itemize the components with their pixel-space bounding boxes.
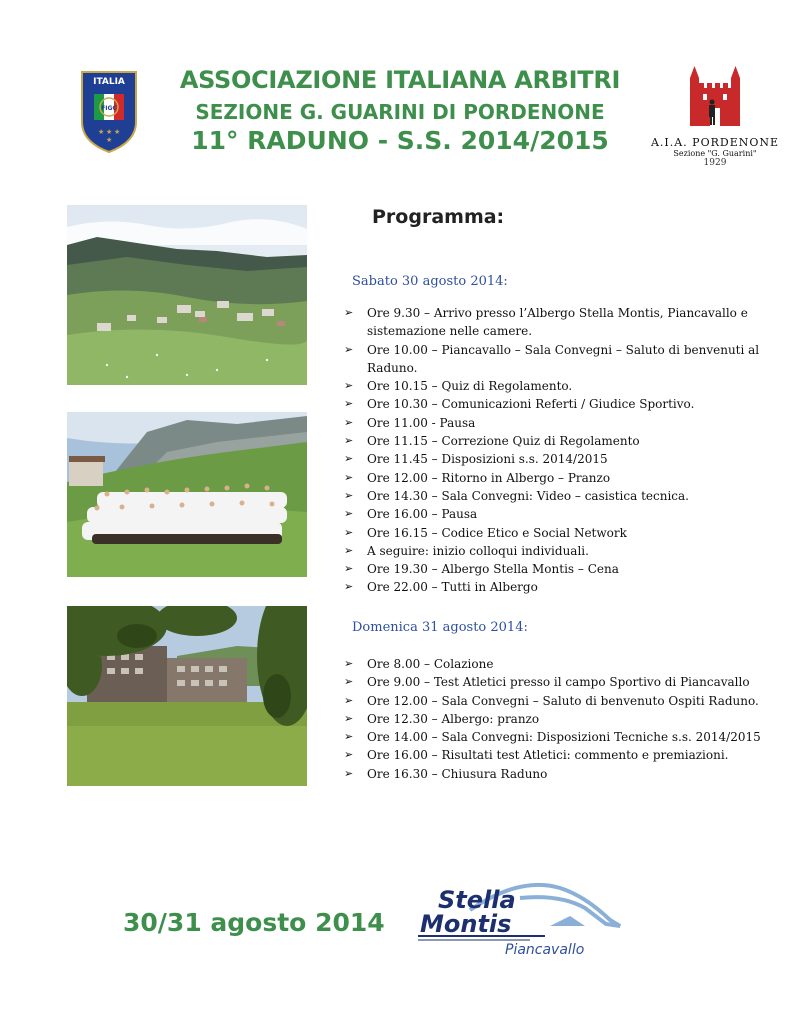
arrow-bullet-icon: ➢ xyxy=(344,342,354,356)
figc-badge-text: FIGC xyxy=(101,105,117,112)
list-item: ➢ Ore 12.00 – Ritorno in Albergo – Pranzo xyxy=(344,469,764,487)
list-item: ➢ Ore 16.00 – Pausa xyxy=(344,505,764,523)
aia-year: 1929 xyxy=(703,158,727,168)
svg-text:★: ★ xyxy=(106,128,113,136)
sunday-schedule xyxy=(344,655,764,783)
arrow-bullet-icon: ➢ xyxy=(344,657,354,670)
aia-subtitle: Sezione "G. Guarini" xyxy=(673,149,757,158)
svg-text:★: ★ xyxy=(106,136,113,144)
list-item: ➢ Ore 9.30 – Arrivo presso l’Albergo Stella Montis, Piancavallo e sistemazione nelle camere. xyxy=(344,306,748,339)
event-date: 30/31 agosto 2014 xyxy=(123,908,385,937)
arrow-bullet-icon: ➢ xyxy=(344,543,354,557)
arrow-bullet-icon: ➢ xyxy=(344,766,354,780)
aia-logo xyxy=(650,64,780,168)
list-item: ➢ Ore 16.00 – Risultati test Atletici: commento e premiazioni. xyxy=(344,746,764,764)
header-line-3: 11° RADUNO - S.S. 2014/2015 xyxy=(191,126,609,155)
saturday-schedule xyxy=(344,304,764,597)
arrow-bullet-icon: ➢ xyxy=(344,562,354,576)
list-item: ➢ Ore 14.00 – Sala Convegni: Disposizioni Tecniche s.s. 2014/2015 xyxy=(344,728,764,746)
castle-icon xyxy=(650,64,780,130)
group-photo xyxy=(67,412,307,577)
figc-top-text: ITALIA xyxy=(93,77,125,87)
arrow-bullet-icon: ➢ xyxy=(344,525,354,539)
arrow-bullet-icon: ➢ xyxy=(344,397,354,411)
arrow-bullet-icon: ➢ xyxy=(344,748,354,762)
arrow-bullet-icon: ➢ xyxy=(344,470,354,484)
list-item: ➢ Ore 9.00 – Test Atletici presso il campo Sportivo di Piancavallo xyxy=(344,673,764,691)
aia-name: A.I.A. PORDENONE xyxy=(650,136,780,149)
figc-shield-icon xyxy=(80,70,138,154)
list-item: ➢ Ore 12.30 – Albergo: pranzo xyxy=(344,710,764,728)
arrow-bullet-icon: ➢ xyxy=(344,693,354,707)
arrow-bullet-icon: ➢ xyxy=(344,488,354,502)
day-heading-saturday: Sabato 30 agosto 2014: xyxy=(352,274,508,289)
list-item: ➢ Ore 11.45 – Disposizioni s.s. 2014/2015 xyxy=(344,450,764,468)
montis-text: Montis xyxy=(420,910,512,938)
list-item: ➢ Ore 10.15 – Quiz di Regolamento. xyxy=(344,377,764,395)
list-item: ➢ Ore 19.30 – Albergo Stella Montis – Cena xyxy=(344,560,764,578)
arrow-bullet-icon: ➢ xyxy=(344,711,354,725)
stella-montis-logo xyxy=(410,880,640,960)
arrow-bullet-icon: ➢ xyxy=(344,434,354,448)
list-item: ➢ Ore 16.30 – Chiusura Raduno xyxy=(344,765,764,783)
mountain-village-photo xyxy=(67,205,307,385)
arrow-bullet-icon: ➢ xyxy=(344,306,354,319)
list-item: ➢ Ore 16.15 – Codice Etico e Social Network xyxy=(344,524,764,542)
svg-text:★: ★ xyxy=(98,128,105,136)
arrow-bullet-icon: ➢ xyxy=(344,452,354,466)
header-line-2: SEZIONE G. GUARINI DI PORDENONE xyxy=(195,100,605,124)
day-heading-sunday: Domenica 31 agosto 2014: xyxy=(352,620,528,635)
svg-text:★: ★ xyxy=(114,128,121,136)
program-title: Programma: xyxy=(372,206,505,228)
arrow-bullet-icon: ➢ xyxy=(344,415,354,429)
arrow-bullet-icon: ➢ xyxy=(344,507,354,521)
list-item: ➢ A seguire: inizio colloqui individuali. xyxy=(344,542,764,560)
list-item: ➢ Ore 11.00 - Pausa xyxy=(344,414,764,432)
arrow-bullet-icon: ➢ xyxy=(344,730,354,744)
header-line-1: ASSOCIAZIONE ITALIANA ARBITRI xyxy=(179,66,621,94)
arrow-bullet-icon: ➢ xyxy=(344,580,354,594)
list-item: ➢ Ore 10.00 – Piancavallo – Sala Convegni – Saluto di benvenuti al Raduno. xyxy=(344,342,760,375)
hotel-photo xyxy=(67,606,307,786)
list-item: ➢ Ore 8.00 – Colazione xyxy=(344,655,764,673)
list-item: ➢ Ore 11.15 – Correzione Quiz di Regolamento xyxy=(344,432,764,450)
arrow-bullet-icon: ➢ xyxy=(344,379,354,393)
list-item: ➢ Ore 14.30 – Sala Convegni: Video – casistica tecnica. xyxy=(344,487,764,505)
arrow-bullet-icon: ➢ xyxy=(344,675,354,689)
stella-text: Stella xyxy=(438,886,516,914)
piancavallo-text: Piancavallo xyxy=(505,942,585,958)
list-item: ➢ Ore 22.00 – Tutti in Albergo xyxy=(344,578,764,596)
list-item: ➢ Ore 12.00 – Sala Convegni – Saluto di benvenuto Ospiti Raduno. xyxy=(344,692,764,710)
list-item: ➢ Ore 10.30 – Comunicazioni Referti / Giudice Sportivo. xyxy=(344,395,764,413)
